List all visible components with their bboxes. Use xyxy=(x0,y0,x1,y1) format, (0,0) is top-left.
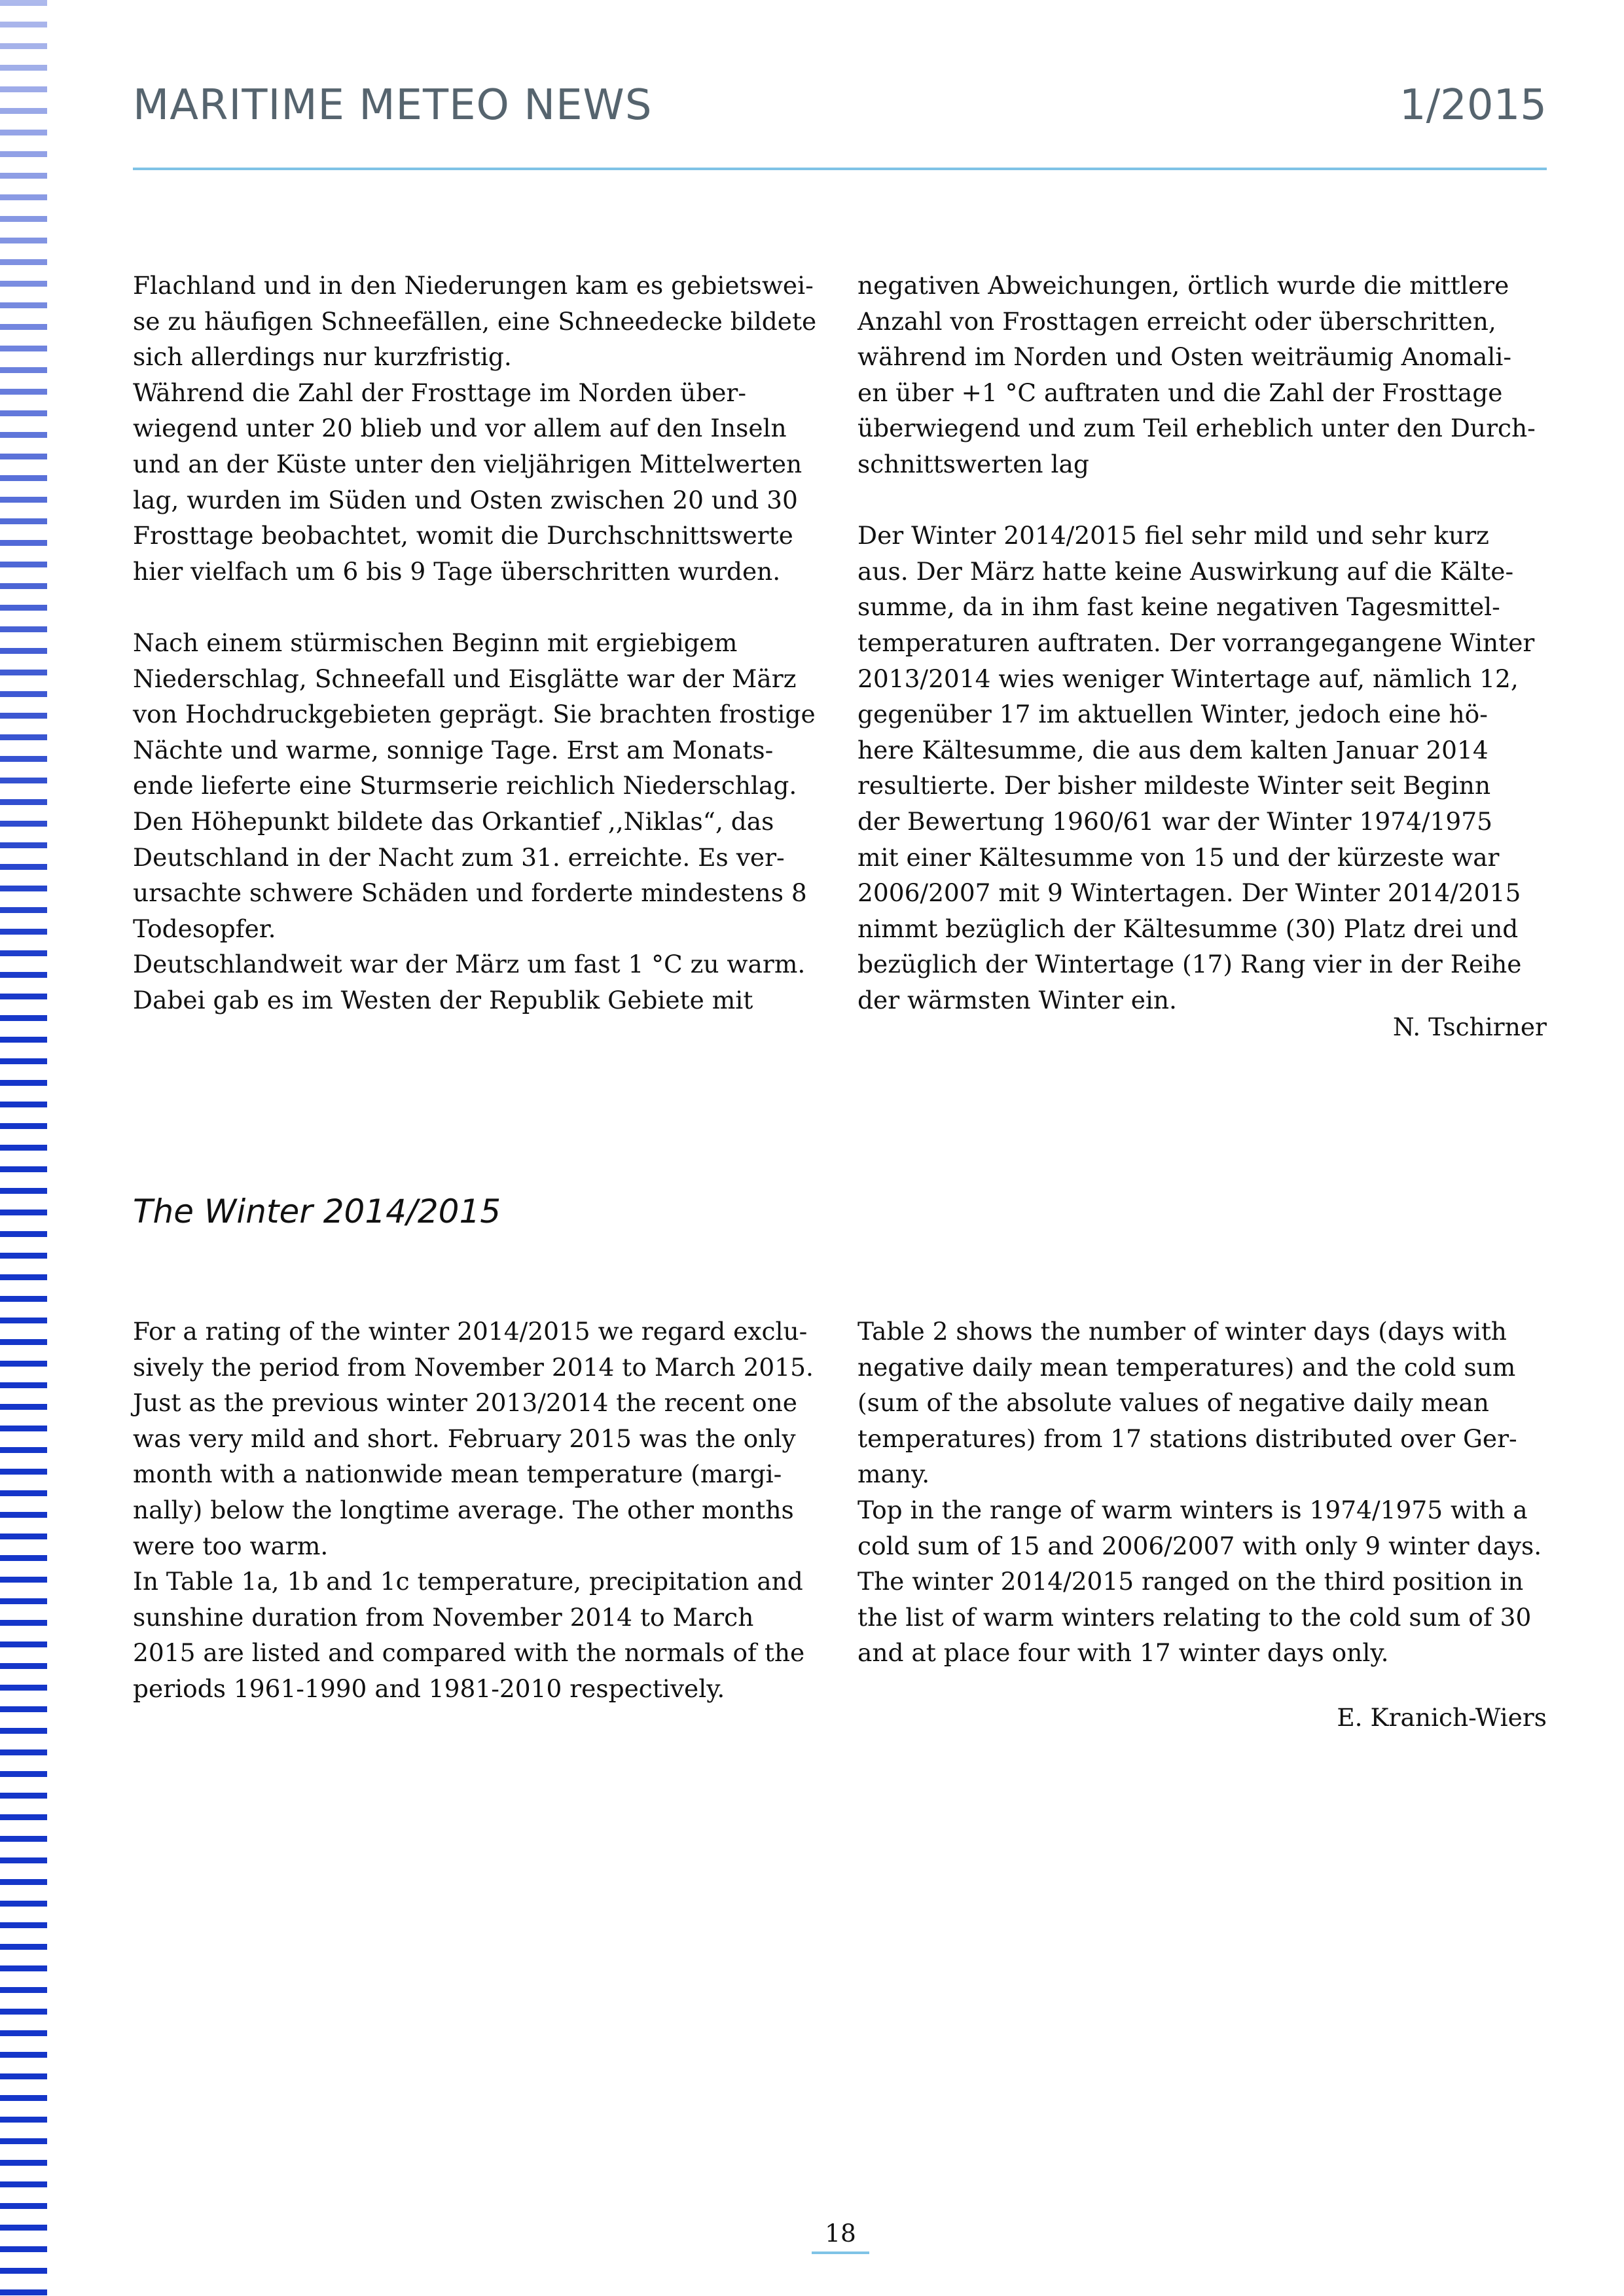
text-line: Todesopfer. xyxy=(133,914,276,943)
text-line: aus. Der März hatte keine Auswirkung auf die Kälte- xyxy=(857,556,1514,586)
text-line: Deutschland in der Nacht zum 31. erreichte. Es ver- xyxy=(133,842,785,872)
text-line: Frosttage beobachtet, womit die Durchschnittswerte xyxy=(133,521,793,550)
german-article-author: N. Tschirner xyxy=(1392,1013,1547,1041)
text-line: Anzahl von Frosttagen erreicht oder überschritten, xyxy=(857,306,1496,336)
english-article-title: The Winter 2014/2015 xyxy=(133,1193,501,1230)
page-number: 18 xyxy=(825,2219,856,2248)
text-line: Deutschlandweit war der März um fast 1 °C zu warm. xyxy=(133,950,806,979)
text-line: ursachte schwere Schäden und forderte mindestens 8 xyxy=(133,878,807,908)
text-line: many. xyxy=(857,1460,930,1489)
german-article-left-column xyxy=(133,268,816,1018)
text-line: hier vielfach um 6 bis 9 Tage überschritten wurden. xyxy=(133,556,781,586)
text-line: was very mild and short. February 2015 was the only xyxy=(133,1424,796,1453)
text-line: schnittswerten lag xyxy=(857,449,1089,478)
german-article-right-column xyxy=(857,268,1536,1018)
text-line: Der Winter 2014/2015 fiel sehr mild und sehr kurz xyxy=(857,521,1489,550)
header-divider xyxy=(133,168,1547,170)
text-line: temperatures) from 17 stations distributed over Ger- xyxy=(857,1424,1517,1453)
text-line: summe, da in ihm fast keine negativen Tagesmittel- xyxy=(857,592,1500,622)
english-article-author: E. Kranich-Wiers xyxy=(1337,1703,1547,1732)
page-footer xyxy=(812,2219,869,2253)
issue-number: 1/2015 xyxy=(1399,81,1547,130)
text-line: periods 1961-1990 and 1981-2010 respectively. xyxy=(133,1674,725,1703)
text-line: lag, wurden im Süden und Osten zwischen 20 und 30 xyxy=(133,485,798,514)
text-line: se zu häufigen Schneefällen, eine Schneedecke bildete xyxy=(133,306,817,336)
text-line: mit einer Kältesumme von 15 und der kürzeste war xyxy=(857,842,1500,872)
text-line: ende lieferte eine Sturmserie reichlich Niederschlag. xyxy=(133,771,797,800)
text-line: In Table 1a, 1b and 1c temperature, precipitation and xyxy=(133,1567,803,1596)
text-line: and at place four with 17 winter days only. xyxy=(857,1638,1389,1668)
text-line: Just as the previous winter 2013/2014 the recent one xyxy=(133,1388,797,1418)
text-line: here Kältesumme, die aus dem kalten Januar 2014 xyxy=(857,735,1489,764)
text-line: der wärmsten Winter ein. xyxy=(857,985,1177,1014)
paragraph-break xyxy=(857,482,1536,518)
page-number-underline xyxy=(812,2251,869,2254)
english-article-right-column xyxy=(857,1314,1542,1671)
decorative-stripe-margin xyxy=(0,0,47,2296)
text-line: während im Norden und Osten weiträumig Anomali- xyxy=(857,342,1512,372)
text-line: und an der Küste unter den vieljährigen Mittelwerten xyxy=(133,449,803,478)
text-line: nimmt bezüglich der Kältesumme (30) Platz drei und xyxy=(857,914,1519,943)
text-line: negativen Abweichungen, örtlich wurde die mittlere xyxy=(857,271,1509,300)
text-line: sich allerdings nur kurzfristig. xyxy=(133,342,512,372)
paragraph-break xyxy=(133,589,816,625)
text-line: gegenüber 17 im aktuellen Winter, jedoch eine hö- xyxy=(857,700,1488,729)
text-line: Nächte und warme, sonnige Tage. Erst am Monats- xyxy=(133,735,774,764)
text-line: nally) below the longtime average. The other months xyxy=(133,1495,794,1524)
text-line: For a rating of the winter 2014/2015 we regard exclu- xyxy=(133,1317,808,1346)
text-line: der Bewertung 1960/61 war der Winter 1974/1975 xyxy=(857,806,1493,836)
text-line: 2006/2007 mit 9 Wintertagen. Der Winter 2014/2015 xyxy=(857,878,1521,908)
text-line: The winter 2014/2015 ranged on the third position in xyxy=(857,1567,1524,1596)
text-line: were too warm. xyxy=(133,1531,329,1560)
text-line: negative daily mean temperatures) and the cold sum xyxy=(857,1352,1516,1382)
text-line: en über +1 °C auftraten und die Zahl der Frosttage xyxy=(857,378,1503,407)
english-article-left-column xyxy=(133,1314,814,1707)
text-line: cold sum of 15 and 2006/2007 with only 9 winter days. xyxy=(857,1531,1542,1560)
text-line: resultierte. Der bisher mildeste Winter seit Beginn xyxy=(857,771,1491,800)
text-line: wiegend unter 20 blieb und vor allem auf den Inseln xyxy=(133,414,787,443)
text-line: Den Höhepunkt bildete das Orkantief ,,Niklas“, das xyxy=(133,806,774,836)
page-header xyxy=(133,81,1547,140)
text-line: Top in the range of warm winters is 1974/1975 with a xyxy=(857,1495,1528,1524)
text-line: Nach einem stürmischen Beginn mit ergiebigem xyxy=(133,628,738,657)
text-line: Während die Zahl der Frosttage im Norden über- xyxy=(133,378,747,407)
text-line: überwiegend und zum Teil erheblich unter den Durch- xyxy=(857,414,1536,443)
text-line: 2013/2014 wies weniger Wintertage auf, nämlich 12, xyxy=(857,664,1519,693)
text-line: Table 2 shows the number of winter days (days with xyxy=(857,1317,1507,1346)
text-line: the list of warm winters relating to the cold sum of 30 xyxy=(857,1602,1532,1632)
text-line: sunshine duration from November 2014 to March xyxy=(133,1602,754,1632)
text-line: Flachland und in den Niederungen kam es gebietswei- xyxy=(133,271,814,300)
text-line: (sum of the absolute values of negative daily mean xyxy=(857,1388,1489,1418)
text-line: 2015 are listed and compared with the normals of the xyxy=(133,1638,805,1668)
publication-title: MARITIME METEO NEWS xyxy=(133,81,653,130)
text-line: von Hochdruckgebieten geprägt. Sie brachten frostige xyxy=(133,700,816,729)
text-line: Dabei gab es im Westen der Republik Gebiete mit xyxy=(133,985,753,1014)
text-line: bezüglich der Wintertage (17) Rang vier in der Reihe xyxy=(857,950,1522,979)
text-line: sively the period from November 2014 to March 2015. xyxy=(133,1352,814,1382)
text-line: Niederschlag, Schneefall und Eisglätte war der März xyxy=(133,664,797,693)
text-line: temperaturen auftraten. Der vorrangegangene Winter xyxy=(857,628,1535,657)
text-line: month with a nationwide mean temperature (margi- xyxy=(133,1460,782,1489)
